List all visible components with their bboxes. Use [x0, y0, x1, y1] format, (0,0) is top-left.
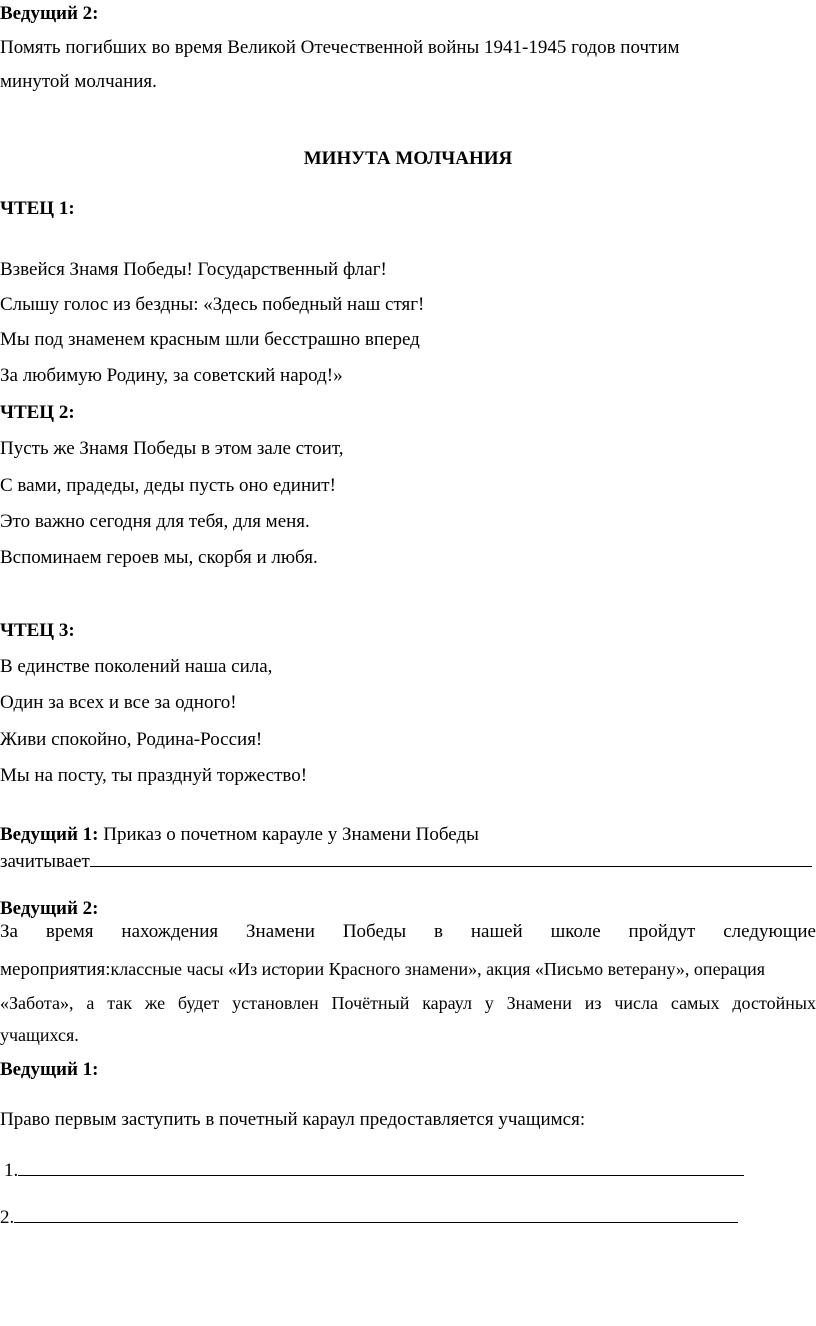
- guard-item-1: [4, 1156, 744, 1183]
- reader1-line: Мы под знаменем красным шли бесстрашно вперед: [0, 329, 420, 350]
- events-speaker: Ведущий 2:: [0, 898, 99, 919]
- guard-speaker: Ведущий 1:: [0, 1059, 99, 1080]
- reader3-label: ЧТЕЦ 3:: [0, 620, 75, 641]
- order-speaker: Ведущий 1:: [0, 824, 99, 845]
- word: а: [86, 993, 95, 1013]
- intro-line-2: минутой молчания.: [0, 71, 157, 92]
- reader3-line: Один за всех и все за одного!: [0, 692, 237, 713]
- word: школе: [550, 921, 601, 942]
- reader2-line: Пусть же Знамя Победы в этом зале стоит,: [0, 438, 344, 459]
- reader1-label: ЧТЕЦ 1:: [0, 198, 75, 219]
- guard-item-2: [0, 1203, 738, 1230]
- word: караул: [422, 993, 472, 1013]
- word: следующие: [723, 921, 816, 942]
- events-line-2: [0, 957, 816, 982]
- word: «Забота»,: [0, 993, 74, 1013]
- word: установлен: [232, 993, 319, 1013]
- intro-speaker: Ведущий 2:: [0, 3, 99, 24]
- word: Почётный: [331, 993, 410, 1013]
- guard-item-2-blank[interactable]: [14, 1203, 738, 1223]
- reader3-line: В единстве поколений наша сила,: [0, 656, 273, 677]
- reader3-line: Мы на посту, ты празднуй торжество!: [0, 765, 308, 786]
- guard-text: Право первым заступить в почетный караул предоставляется учащимся:: [0, 1109, 586, 1130]
- events-line-1: [0, 920, 816, 944]
- intro-line-1: Помять погибших во время Великой Отечественной войны 1941-1945 годов почтим: [0, 37, 680, 58]
- word: Знамени: [506, 993, 572, 1013]
- reader1-line: Слышу голос из бездны: «Здесь победный наш стяг!: [0, 294, 425, 315]
- reader1-line: За любимую Родину, за советский народ!»: [0, 365, 343, 386]
- word: будет: [177, 993, 220, 1013]
- word: нахождения: [121, 921, 219, 942]
- events-line-2-rest: классные часы «Из истории Красного знамени», акция «Письмо ветерану», операция: [110, 959, 766, 979]
- word: так: [107, 993, 133, 1013]
- section-heading: МИНУТА МОЛЧАНИЯ: [303, 148, 513, 169]
- guard-item-2-number: 2.: [0, 1207, 15, 1228]
- word: числа: [614, 993, 659, 1013]
- word: из: [584, 993, 602, 1013]
- guard-item-1-number: 1.: [4, 1160, 19, 1181]
- word: в: [433, 921, 443, 942]
- guard-item-1-blank[interactable]: [18, 1156, 744, 1176]
- word: За: [0, 921, 18, 942]
- word: нашей: [470, 921, 523, 942]
- word: Знамени: [246, 921, 315, 942]
- reader3-line: Живи спокойно, Родина-Россия!: [0, 729, 263, 750]
- events-line-2-start: мероприятия:: [0, 959, 111, 980]
- reader2-label: ЧТЕЦ 2:: [0, 402, 75, 423]
- word: самых: [670, 993, 720, 1013]
- order-paragraph: [0, 823, 479, 847]
- word: время: [45, 921, 94, 942]
- order-read-by: зачитывает: [0, 851, 90, 872]
- word: Победы: [342, 921, 407, 942]
- reader2-line: Вспоминаем героев мы, скорбя и любя.: [0, 547, 318, 568]
- events-line-4: учащихся.: [0, 1025, 79, 1045]
- order-reader-line: [0, 847, 812, 874]
- word: пройдут: [628, 921, 696, 942]
- reader2-line: С вами, прадеды, деды пусть оно единит!: [0, 475, 336, 496]
- order-reader-blank[interactable]: [90, 847, 812, 867]
- word: у: [484, 993, 494, 1013]
- events-line-3: [0, 991, 816, 1015]
- word: же: [144, 993, 166, 1013]
- word: достойных: [732, 993, 816, 1013]
- reader1-line: Взвейся Знамя Победы! Государственный флаг!: [0, 259, 387, 280]
- reader2-line: Это важно сегодня для тебя, для меня.: [0, 511, 310, 532]
- order-text: Приказ о почетном карауле у Знамени Победы: [103, 824, 479, 845]
